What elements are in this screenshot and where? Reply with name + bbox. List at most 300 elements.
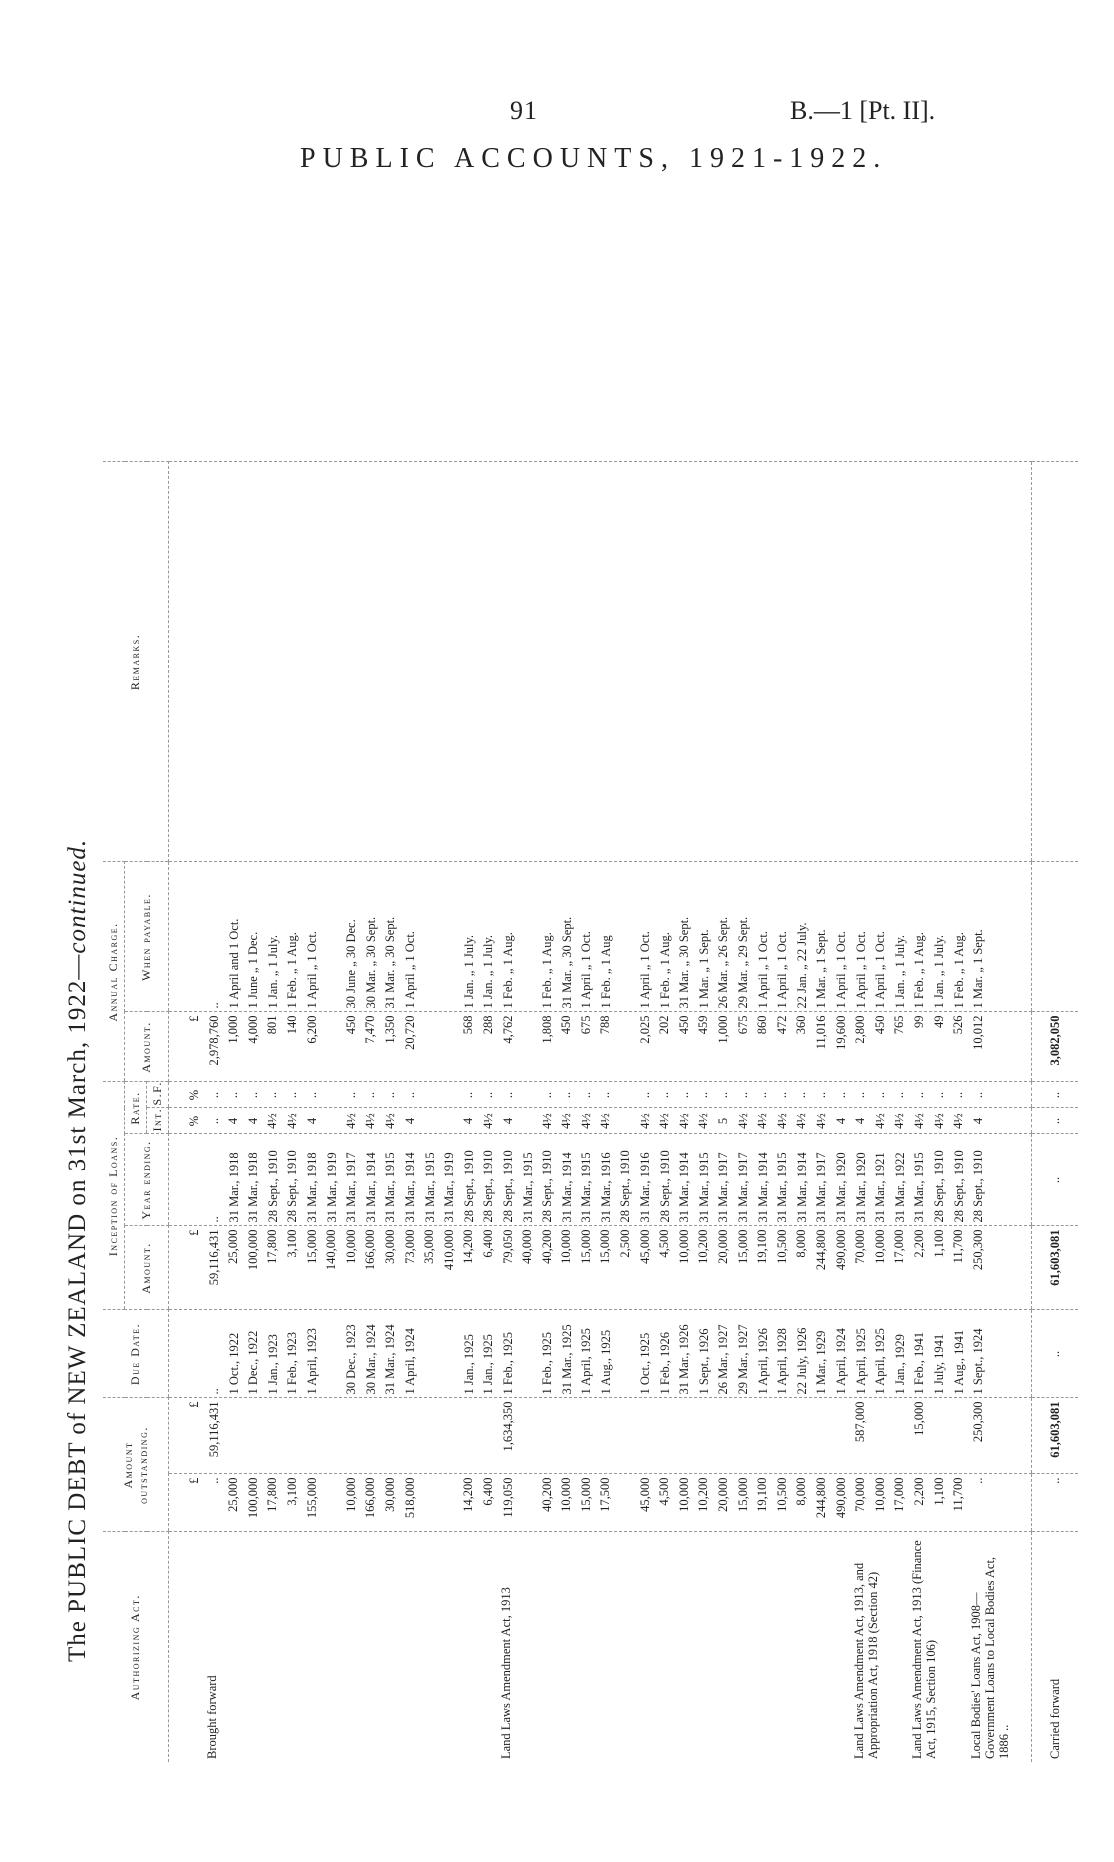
unit-symbol: £ bbox=[187, 1401, 201, 1408]
table-title-continued: continued. bbox=[64, 838, 91, 954]
cell-year: 31 Mar., 1919 bbox=[324, 1152, 339, 1223]
cell-amt2: 59,116,431 bbox=[206, 1401, 221, 1458]
col-when-payable bbox=[169, 862, 1032, 1012]
cell-due: 1 Feb., 1926 bbox=[657, 1332, 672, 1395]
cell-charge: 6,200 bbox=[304, 1015, 319, 1044]
cell-year: 31 Mar., 1922 bbox=[892, 1152, 907, 1223]
cell-payable: 1 Jan. „ 1 July. bbox=[931, 934, 946, 1009]
cell-charge: 765 bbox=[892, 1015, 907, 1035]
cell-inc-amt: 250,300 bbox=[970, 1229, 985, 1271]
cell-amt2 bbox=[244, 1402, 264, 1471]
cell-amt1: 10,200 bbox=[696, 1477, 711, 1512]
cell-sf bbox=[616, 1085, 636, 1104]
cell-payable: 1 Jan. „ 1 July. bbox=[265, 934, 280, 1009]
cell-sf: .. bbox=[911, 1091, 926, 1099]
cell-inc-amt: 140,000 bbox=[324, 1229, 339, 1271]
cell-inc-amt: 100,000 bbox=[245, 1229, 260, 1271]
cell-amt2 bbox=[832, 1402, 852, 1471]
cell-due: 1 Oct., 1925 bbox=[638, 1332, 653, 1395]
cell-due: 1 Aug., 1925 bbox=[598, 1329, 613, 1395]
cell-sf bbox=[420, 1085, 440, 1104]
cell-charge: 459 bbox=[696, 1015, 711, 1035]
cell-sf: .. bbox=[480, 1091, 495, 1099]
cell-act bbox=[283, 1536, 303, 1760]
cell-amt1: 518,000 bbox=[402, 1477, 417, 1519]
cell-due bbox=[440, 1314, 460, 1395]
cell-payable: 30 June „ 30 Dec. bbox=[344, 919, 359, 1009]
header-annual-charge: Annual Charge. bbox=[103, 862, 125, 1082]
cell-year: 31 Mar., 1921 bbox=[873, 1152, 888, 1223]
cell-charge: 20,720 bbox=[402, 1015, 417, 1050]
cell-due: 1 April, 1924 bbox=[402, 1328, 417, 1395]
cell-payable: 1 April „ 1 Oct. bbox=[834, 931, 848, 1009]
cell-amt2 bbox=[401, 1402, 421, 1471]
cell-act bbox=[538, 1536, 558, 1760]
cell-act bbox=[695, 1536, 715, 1760]
cell-year: 31 Mar., 1917 bbox=[344, 1152, 359, 1223]
cell-sf: .. bbox=[539, 1091, 554, 1099]
table-title-main: The PUBLIC DEBT of NEW ZEALAND on 31st March, 1922— bbox=[64, 953, 91, 1662]
cell-sf: .. bbox=[226, 1091, 241, 1099]
cell-int: 4 bbox=[500, 1117, 515, 1125]
cell-amt1: 25,000 bbox=[226, 1477, 241, 1512]
cell-charge: 202 bbox=[657, 1015, 672, 1035]
cell-payable: 1 Feb. „ 1 Aug. bbox=[951, 932, 966, 1009]
cell-amt2 bbox=[518, 1402, 538, 1471]
cell-inc-amt: 19,100 bbox=[755, 1229, 770, 1264]
cell-act bbox=[636, 1536, 656, 1760]
cell-charge: 49 bbox=[931, 1015, 946, 1028]
cell-amt2 bbox=[224, 1402, 244, 1471]
cell-inc-amt: 10,000 bbox=[872, 1229, 887, 1264]
cell-sf: .. bbox=[265, 1091, 280, 1099]
cell-due: 1 Sept., 1926 bbox=[696, 1328, 711, 1395]
cell-int: 4½ bbox=[284, 1113, 299, 1129]
cell-payable: 22 Jan. „ 22 July. bbox=[794, 922, 809, 1009]
cell-int: 4½ bbox=[265, 1113, 280, 1129]
cell-year: 31 Mar., 1915 bbox=[520, 1152, 535, 1223]
cell-int bbox=[420, 1112, 440, 1131]
cell-payable: .. bbox=[207, 1002, 221, 1009]
cell-int: 4½ bbox=[755, 1113, 770, 1129]
cell-payable: 1 April „ 1 Oct. bbox=[638, 931, 653, 1009]
cell-due bbox=[421, 1314, 441, 1395]
cell-amt2 bbox=[773, 1402, 793, 1471]
carried-forward-amount-outstanding: 61,603,081 bbox=[1032, 1398, 1079, 1474]
cell-amt2 bbox=[557, 1402, 577, 1471]
cell-act: Land Laws Amendment Act, 1913 (Finance Act, 1915, Section 106) bbox=[910, 1540, 939, 1759]
col-due-date bbox=[169, 1310, 1032, 1398]
cell-act: Local Bodies' Loans Act, 1908—Government Loans to Local Bodies Act, 1886 .. bbox=[969, 1556, 1012, 1759]
cell-amt1: 14,200 bbox=[461, 1477, 476, 1512]
cell-amt2 bbox=[577, 1402, 597, 1471]
cell-amt1: 10,500 bbox=[774, 1477, 789, 1512]
cell-charge: 1,350 bbox=[382, 1015, 397, 1044]
cell-payable: 1 April „ 1 Oct. bbox=[304, 931, 319, 1009]
page-heading: PUBLIC ACCOUNTS, 1921-1922. bbox=[300, 143, 888, 174]
cell-amt2: 15,000 bbox=[911, 1401, 926, 1436]
cell-payable bbox=[519, 865, 539, 1008]
cell-charge: 450 bbox=[343, 1015, 358, 1035]
cell-year: 31 Mar., 1915 bbox=[912, 1152, 927, 1223]
cell-due bbox=[519, 1314, 539, 1395]
cell-amt1 bbox=[420, 1478, 440, 1529]
cell-amt1: 6,400 bbox=[480, 1477, 495, 1506]
cell-amt2 bbox=[303, 1402, 323, 1471]
cell-int: 4½ bbox=[892, 1113, 907, 1129]
cell-int: 4½ bbox=[911, 1113, 926, 1129]
cell-year: 31 Mar., 1914 bbox=[363, 1152, 378, 1223]
cell-year: 31 Mar., 1914 bbox=[677, 1152, 692, 1223]
cell-due: 1 Oct., 1922 bbox=[226, 1332, 241, 1395]
carried-forward-amt1: .. bbox=[1032, 1474, 1079, 1532]
cell-payable: 1 Jan. „ 1 July. bbox=[461, 934, 476, 1009]
cell-int: 4½ bbox=[696, 1113, 711, 1129]
cell-charge: 450 bbox=[872, 1015, 887, 1035]
cell-payable: 1 Feb. „ 1 Aug. bbox=[285, 932, 300, 1009]
cell-year: 28 Sept., 1910 bbox=[461, 1150, 476, 1223]
carried-forward-int: .. bbox=[1032, 1108, 1079, 1134]
cell-amt2 bbox=[459, 1402, 479, 1471]
cell-amt2 bbox=[655, 1402, 675, 1471]
col-annual-amount bbox=[169, 1012, 1032, 1082]
cell-amt2 bbox=[949, 1402, 969, 1471]
cell-sf: .. bbox=[696, 1091, 711, 1099]
cell-amt2 bbox=[812, 1402, 832, 1471]
cell-amt1: 244,800 bbox=[814, 1477, 828, 1519]
cell-sf: .. bbox=[461, 1091, 476, 1099]
cell-amt1: 17,800 bbox=[265, 1477, 280, 1512]
cell-inc-amt: 40,200 bbox=[539, 1229, 554, 1264]
col-amount-outstanding-items bbox=[169, 1474, 1032, 1532]
cell-amt1 bbox=[440, 1478, 460, 1529]
cell-payable: 1 April and 1 Oct. bbox=[226, 918, 241, 1009]
cell-int bbox=[322, 1112, 342, 1131]
header-rate-sf: S.F. bbox=[147, 1082, 169, 1108]
col-rate-sf bbox=[169, 1082, 1032, 1108]
cell-charge: 360 bbox=[794, 1015, 809, 1035]
cell-charge bbox=[440, 1015, 460, 1078]
cell-act bbox=[440, 1536, 460, 1760]
cell-charge: 568 bbox=[461, 1015, 476, 1035]
cell-year: 31 Mar., 1918 bbox=[226, 1152, 241, 1223]
cell-charge: 10,012 bbox=[970, 1015, 985, 1050]
cell-amt2 bbox=[263, 1402, 283, 1471]
cell-charge: 1,000 bbox=[226, 1015, 241, 1044]
cell-act bbox=[812, 1536, 832, 1760]
cell-amt1: 10,000 bbox=[872, 1477, 887, 1512]
header-when-payable: When payable. bbox=[125, 862, 169, 1012]
cell-payable: 1 Mar. „ 1 Sept. bbox=[814, 929, 829, 1009]
cell-sf: .. bbox=[245, 1091, 260, 1099]
cell-int: 4½ bbox=[735, 1113, 750, 1129]
cell-year: 31 Mar., 1915 bbox=[696, 1152, 711, 1223]
cell-inc-amt: 15,000 bbox=[735, 1229, 750, 1264]
cell-charge: 140 bbox=[284, 1015, 299, 1035]
cell-act bbox=[597, 1536, 617, 1760]
cell-amt1: 17,500 bbox=[598, 1477, 613, 1512]
cell-charge: 288 bbox=[480, 1015, 495, 1035]
cell-amt1: 45,000 bbox=[637, 1477, 652, 1512]
cell-inc-amt: 244,800 bbox=[814, 1229, 828, 1271]
cell-act: Land Laws Amendment Act, 1913, and Appropriation Act, 1918 (Section 42) bbox=[851, 1562, 880, 1759]
cell-sf: .. bbox=[774, 1091, 789, 1099]
cell-amt2: 1,634,350 bbox=[500, 1401, 515, 1452]
cell-amt1: 15,000 bbox=[735, 1477, 750, 1512]
cell-payable: 26 Mar. „ 26 Sept. bbox=[716, 916, 731, 1009]
cell-inc-amt: 166,000 bbox=[363, 1229, 378, 1271]
cell-due: 1 April, 1925 bbox=[873, 1328, 888, 1395]
cell-payable: 1 Mar. „ 1 Sept. bbox=[971, 929, 986, 1009]
cell-payable: 1 April „ 1 Oct. bbox=[853, 931, 868, 1009]
cell-amt2 bbox=[714, 1402, 734, 1471]
cell-amt1 bbox=[518, 1478, 538, 1529]
cell-amt1: 10,000 bbox=[676, 1477, 691, 1512]
cell-due: 1 April, 1924 bbox=[834, 1328, 848, 1395]
cell-payable: 1 April „ 1 Oct. bbox=[402, 931, 417, 1009]
cell-act bbox=[303, 1536, 323, 1760]
cell-payable: 1 Jan. „ 1 July. bbox=[481, 934, 496, 1009]
cell-charge: 860 bbox=[755, 1015, 770, 1035]
cell-inc-amt: 15,000 bbox=[578, 1229, 593, 1264]
cell-sf bbox=[440, 1085, 460, 1104]
cell-amt1: 2,200 bbox=[911, 1477, 926, 1506]
cell-charge: 675 bbox=[578, 1015, 593, 1035]
carried-forward-inception-amount: 61,603,081 bbox=[1032, 1226, 1079, 1310]
cell-act bbox=[577, 1536, 597, 1760]
cell-inc-amt: 490,000 bbox=[833, 1229, 848, 1271]
cell-due: 30 Mar., 1924 bbox=[363, 1324, 378, 1395]
col-inception-amount bbox=[169, 1226, 1032, 1310]
cell-due: 1 April, 1925 bbox=[853, 1328, 868, 1395]
cell-int bbox=[518, 1112, 538, 1131]
cell-act bbox=[342, 1536, 362, 1760]
cell-act bbox=[479, 1536, 499, 1760]
cell-due: 22 July, 1926 bbox=[794, 1327, 809, 1395]
cell-act bbox=[714, 1536, 734, 1760]
cell-sf: .. bbox=[892, 1091, 907, 1099]
carried-forward-sf: .. bbox=[1032, 1082, 1079, 1108]
cell-inc-amt: 15,000 bbox=[304, 1229, 319, 1264]
cell-amt2 bbox=[753, 1402, 773, 1471]
cell-amt1: 20,000 bbox=[716, 1477, 731, 1512]
cell-year: 28 Sept., 1910 bbox=[618, 1150, 633, 1223]
unit-symbol: £ bbox=[187, 1015, 201, 1022]
cell-amt1: 8,000 bbox=[794, 1477, 809, 1506]
cell-int: 4 bbox=[245, 1117, 260, 1125]
cell-payable: 1 Feb. „ 1 Aug. bbox=[912, 932, 927, 1009]
cell-inc-amt: 14,200 bbox=[461, 1229, 476, 1264]
carried-forward-due: .. bbox=[1032, 1310, 1079, 1398]
cell-sf: .. bbox=[363, 1091, 378, 1099]
cell-year: 31 Mar., 1918 bbox=[304, 1152, 319, 1223]
cell-int: 4 bbox=[461, 1117, 476, 1125]
cell-charge: 11,016 bbox=[814, 1015, 828, 1050]
cell-year: 31 Mar., 1914 bbox=[794, 1152, 809, 1223]
cell-amt2 bbox=[930, 1402, 950, 1471]
cell-amt1: 100,000 bbox=[245, 1477, 260, 1519]
cell-int: 4½ bbox=[794, 1113, 809, 1129]
cell-year: 31 Mar., 1920 bbox=[853, 1152, 868, 1223]
cell-amt2 bbox=[675, 1402, 695, 1471]
cell-due: 31 Mar., 1926 bbox=[677, 1324, 692, 1395]
cell-charge bbox=[616, 1015, 636, 1078]
cell-inc-amt: 1,100 bbox=[931, 1229, 946, 1258]
cell-year: 31 Mar., 1914 bbox=[402, 1152, 417, 1223]
cell-int: 4½ bbox=[637, 1113, 652, 1129]
cell-inc-amt: 3,100 bbox=[284, 1229, 299, 1258]
cell-act bbox=[675, 1536, 695, 1760]
cell-year: 31 Mar., 1918 bbox=[246, 1152, 261, 1223]
cell-payable: 1 April „ 1 Oct. bbox=[579, 931, 594, 1009]
header-remarks: Remarks. bbox=[103, 462, 169, 862]
cell-charge: 450 bbox=[559, 1015, 574, 1035]
cell-due bbox=[616, 1314, 636, 1395]
cell-amt1: 19,100 bbox=[755, 1477, 770, 1512]
cell-charge: 788 bbox=[598, 1015, 613, 1035]
cell-inc-amt: 70,000 bbox=[853, 1229, 868, 1264]
cell-act bbox=[244, 1536, 264, 1760]
unit-symbol: £ bbox=[187, 1229, 201, 1236]
cell-act bbox=[616, 1536, 636, 1760]
cell-inc-amt: 2,200 bbox=[911, 1229, 926, 1258]
cell-int: 4½ bbox=[774, 1113, 789, 1129]
cell-inc-amt: 10,000 bbox=[676, 1229, 691, 1264]
cell-sf: .. bbox=[794, 1091, 809, 1099]
cell-amt2 bbox=[479, 1402, 499, 1471]
cell-act bbox=[891, 1536, 911, 1760]
cell-act bbox=[460, 1536, 480, 1760]
cell-sf: .. bbox=[853, 1091, 868, 1099]
header-year-ending: Year ending. bbox=[125, 1134, 169, 1226]
cell-amt2 bbox=[694, 1402, 714, 1471]
cell-due: 1 Sept., 1924 bbox=[971, 1328, 986, 1395]
cell-year: 28 Sept., 1910 bbox=[951, 1150, 966, 1223]
cell-due: 1 Feb., 1941 bbox=[912, 1332, 927, 1395]
cell-act bbox=[950, 1536, 970, 1760]
cell-int bbox=[440, 1112, 460, 1131]
cell-int: 4½ bbox=[676, 1113, 691, 1129]
cell-payable: 1 April „ 1 Oct. bbox=[873, 931, 888, 1009]
header-due-date: Due Date. bbox=[103, 1310, 169, 1398]
cell-sf: .. bbox=[559, 1091, 574, 1099]
cell-sf: .. bbox=[931, 1091, 946, 1099]
cell-payable: 1 Feb. „ 1 Aug bbox=[598, 935, 613, 1009]
cell-year: 31 Mar., 1915 bbox=[775, 1152, 790, 1223]
cell-amt2 bbox=[596, 1402, 616, 1471]
cell-act: Brought forward bbox=[205, 1675, 219, 1759]
cell-sf: .. bbox=[657, 1091, 672, 1099]
cell-charge: 2,025 bbox=[637, 1015, 652, 1044]
cell-inc-amt: 4,500 bbox=[657, 1229, 672, 1258]
cell-year: 31 Mar., 1915 bbox=[579, 1152, 594, 1223]
cell-payable: 1 June „ 1 Dec. bbox=[246, 931, 261, 1009]
cell-inc-amt: 410,000 bbox=[441, 1229, 456, 1271]
cell-year: 31 Mar., 1917 bbox=[814, 1152, 829, 1223]
cell-charge: 7,470 bbox=[363, 1015, 378, 1044]
cell-year: 28 Sept., 1910 bbox=[657, 1150, 672, 1223]
cell-amt2 bbox=[381, 1402, 401, 1471]
cell-payable: 1 April „ 1 Oct. bbox=[775, 931, 790, 1009]
cell-due: 1 Feb., 1925 bbox=[540, 1332, 555, 1395]
cell-year: 28 Sept., 1910 bbox=[265, 1150, 280, 1223]
cell-amt1: 155,000 bbox=[304, 1477, 319, 1519]
cell-year: 31 Mar., 1914 bbox=[559, 1152, 574, 1223]
cell-act: Land Laws Amendment Act, 1913 bbox=[498, 1587, 513, 1759]
cell-payable: 31 Mar. „ 30 Sept. bbox=[559, 916, 574, 1009]
cell-due bbox=[323, 1314, 343, 1395]
header-rate-int: Int. bbox=[147, 1108, 169, 1134]
cell-due: 1 April, 1928 bbox=[775, 1328, 790, 1395]
col-authorizing-act bbox=[169, 1532, 1032, 1762]
cell-due: 1 April, 1925 bbox=[579, 1328, 594, 1395]
cell-due: 31 Mar., 1925 bbox=[559, 1324, 574, 1395]
cell-payable: 1 April „ 1 Oct. bbox=[755, 931, 770, 1009]
cell-inc-amt: 45,000 bbox=[637, 1229, 652, 1264]
carried-forward-row bbox=[1032, 462, 1079, 1762]
cell-int: .. bbox=[206, 1117, 221, 1125]
cell-charge: 675 bbox=[735, 1015, 750, 1035]
cell-due: 1 Jan., 1929 bbox=[892, 1334, 907, 1395]
cell-amt2: 587,000 bbox=[853, 1401, 868, 1443]
cell-int: 4½ bbox=[539, 1113, 554, 1129]
cell-due: 1 Jan., 1923 bbox=[265, 1334, 280, 1395]
cell-act bbox=[519, 1536, 539, 1760]
cell-year: .. bbox=[207, 1216, 221, 1223]
cell-inc-amt: 17,000 bbox=[892, 1229, 907, 1264]
cell-charge: 450 bbox=[676, 1015, 691, 1035]
cell-charge: 1,000 bbox=[716, 1015, 731, 1044]
cell-amt2 bbox=[890, 1402, 910, 1471]
document-reference: B.—1 [Pt. II]. bbox=[790, 96, 936, 125]
cell-due: 1 Feb., 1925 bbox=[500, 1332, 515, 1395]
cell-sf: .. bbox=[735, 1091, 750, 1099]
cell-act bbox=[421, 1536, 441, 1760]
cell-int: 4 bbox=[402, 1117, 417, 1125]
header-authorizing-act: Authorizing Act. bbox=[103, 1532, 169, 1762]
cell-due: 1 Aug., 1941 bbox=[951, 1329, 966, 1395]
cell-sf: .. bbox=[382, 1091, 397, 1099]
cell-amt2 bbox=[636, 1402, 656, 1471]
cell-amt2 bbox=[342, 1402, 362, 1471]
cell-payable: 1 Jan. „ 1 July. bbox=[892, 934, 907, 1009]
cell-due: 1 April, 1926 bbox=[755, 1328, 770, 1395]
cell-due: 1 Jan., 1925 bbox=[461, 1334, 476, 1395]
cell-int: 4 bbox=[833, 1117, 848, 1125]
cell-int: 4½ bbox=[363, 1113, 378, 1129]
col-amount-outstanding-totals bbox=[169, 1398, 1032, 1474]
cell-act bbox=[656, 1536, 676, 1760]
cell-inc-amt: 17,800 bbox=[265, 1229, 280, 1264]
cell-year: 31 Mar., 1916 bbox=[638, 1152, 653, 1223]
cell-sf: .. bbox=[814, 1091, 828, 1099]
cell-sf: .. bbox=[716, 1091, 731, 1099]
cell-inc-amt: 35,000 bbox=[422, 1229, 437, 1264]
cell-amt1: 10,000 bbox=[559, 1477, 574, 1512]
cell-int: 4½ bbox=[931, 1113, 946, 1129]
cell-amt2 bbox=[283, 1402, 303, 1471]
cell-amt1: .. bbox=[970, 1477, 985, 1484]
cell-act bbox=[558, 1536, 578, 1760]
cell-act bbox=[401, 1536, 421, 1760]
cell-amt1: 3,100 bbox=[284, 1477, 299, 1506]
cell-sf: .. bbox=[343, 1091, 358, 1099]
cell-sf: .. bbox=[304, 1091, 319, 1099]
cell-charge: 4,000 bbox=[245, 1015, 260, 1044]
cell-due: 26 Mar., 1927 bbox=[716, 1324, 731, 1395]
cell-due: 30 Dec., 1923 bbox=[344, 1324, 359, 1395]
cell-amt1: 15,000 bbox=[578, 1477, 593, 1512]
